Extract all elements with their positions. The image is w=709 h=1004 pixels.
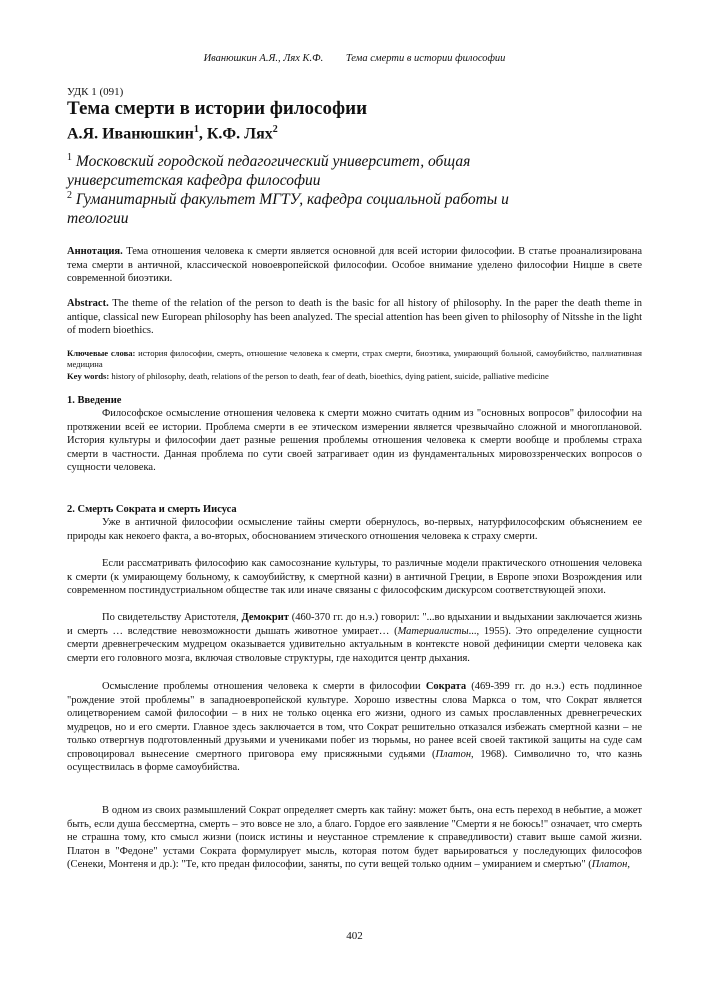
p4-text-e: , 1968). Символично то, что казнь осуществилась в форме самоубийства. (67, 748, 643, 773)
page-number: 402 (346, 930, 363, 942)
section-2-title: 2. Смерть Сократа и смерть Иисуса (67, 504, 237, 515)
p3-text-e: ..., 1955). Это определение сущности смерти древнегреческим мудрецом оказывается удивительно актуальным в контексте новой дефиниции смерти человека как смерти его головного мозга, включая стволовые структуры, где находится центр дыхания. (67, 625, 642, 664)
section-2-paragraph-5 (67, 804, 642, 872)
p3-citation: Материалисты (397, 625, 469, 637)
p5-text-c: , (627, 859, 630, 870)
header-authors: Иванюшкин А.Я., Лях К.Ф. (203, 53, 324, 64)
keywords-en (67, 371, 642, 382)
p3-democritus: Демокрит (241, 612, 289, 623)
section-2-paragraph-3 (67, 611, 642, 665)
keywords-ru-label: Ключевые слова: (67, 348, 136, 358)
abstract-en (67, 297, 642, 338)
abstract-ru-label: Аннотация. (67, 246, 123, 257)
p4-text-a: Осмысление проблемы отношения человека к смерти в философии (102, 681, 426, 692)
affiliation-2-sup: 2 (67, 190, 72, 201)
keywords-en-text: history of philosophy, death, relations of the person to death, fear of death, bioethics, dying patient, suicide, palliative medicine (109, 371, 549, 381)
affiliation-1-text: Московский городской педагогический университет, общая университетская кафедра философии (67, 153, 471, 190)
abstract-ru-text: Тема отношения человека к смерти является основной для всей истории философии. В статье проанализирована тема смерти в античной, классической новоевропейской философии. Особое внимание уделено философии Ницше в свете современной биоэтики. (67, 246, 642, 284)
author-separator: , (198, 125, 207, 143)
p3-text-a: По свидетельству Аристотеля, (102, 612, 242, 623)
section-2-paragraph-1: Уже в античной философии осмысление тайны смерти обернулось, во-первых, натурфилософским объяснением ее природы как некоего факта, а во-вторых, обоснованием этического отношения человека к страху смерти. (67, 517, 642, 542)
section-1-title: 1. Введение (67, 395, 122, 406)
abstract-en-text: The theme of the relation of the person to death is the basic for all history of philosophy. In the paper the death theme in antique, classical new European philosophy has been analyzed. The special attention has been given to philosophy of Nitsshe in the light of modern bioethics. (67, 298, 642, 336)
udk-code: УДК 1 (091) (67, 86, 124, 98)
keywords-ru-text: история философии, смерть, отношение человека к смерти, страх смерти, биоэтика, умирающий больной, самоубийство, паллиативная медицина (67, 348, 642, 369)
affiliation-1-sup: 1 (67, 152, 72, 163)
section-2-paragraph-2: Если рассматривать философию как самосознание культуры, то различные модели практического отношения человека к смерти (к умирающему больному, к самоубийству, к смертной казни) в античной Греции, в Европе эпохи Возрождения или современном постиндустриальном обществе так или иначе связаны с философским дискурсом соответствующей эпохи. (67, 558, 642, 596)
affiliation-2 (67, 186, 547, 228)
p4-socrates: Сократа (425, 681, 467, 692)
p4-text-c: (469-399 гг. до н.э.) есть подлинное "рождение этой проблемы" в западноевропейской культуре. Хорошо известны слова Маркса о том, что Сократ является олицетворением самой философии – в них не только оценка его жизни, одного из самых прославленных древнегреческих мудрецов, но и его смерти. Главное здесь заключается в том, что Сократ решительно отказался избежать смертной казни – не только отвергнув подготовленный друзьями и учениками побег из тюрьмы, но ранее всей своей тактикой защиты на суде сам спровоцировал вынесение смертного приговора ему присяжными судьями ( (67, 681, 642, 760)
author-line (67, 124, 278, 143)
author-2-sup: 2 (272, 124, 278, 135)
running-header (67, 53, 642, 64)
abstract-en-label: Abstract. (67, 298, 109, 309)
author-1: А.Я. Иванюшкин (67, 125, 194, 143)
p3-text-c: (460-370 гг. до н.э.) говорил: "...во вдыхании и выдыхании заключается жизнь и смерть … вследствие невозможности дышать животное умирает… ( (67, 612, 642, 637)
affiliation-2-text: Гуманитарный факультет МГТУ, кафедра социальной работы и теологии (67, 191, 509, 228)
section-2-paragraph-4 (67, 680, 642, 775)
author-1-sup: 1 (193, 124, 199, 135)
keywords-en-label: Key words: (67, 371, 110, 381)
p5-citation: Платон (591, 859, 628, 870)
affiliation-1 (67, 148, 547, 190)
p5-text-a: В одном из своих размышлений Сократ определяет смерть как тайну: может быть, она есть переход в небытие, а может быть, если душа бессмертна, смерть – это вовсе не зло, а благо. Гордое его заявление "Смерти я не боюсь!" означает, что смерть не страшна тому, кто смысл жизни (поиск истины и неустанное стремление к справедливости) ставит выше самой жизни. Платон в "Федоне" устами Сократа формулирует мысль, которая потом будет варьироваться у последующих философов (Сенеки, Монтеня и др.): "Те, кто предан философии, заняты, по сути вещей только одним – умиранием и смертью" ( (67, 805, 642, 870)
header-title: Тема смерти в истории философии (345, 53, 506, 64)
keywords-ru (67, 348, 642, 370)
section-1-paragraph-1: Философское осмысление отношения человека к смерти можно считать одним из "основных вопросов" философии на протяжении всей ее истории. Проблема смерти в ее этическом измерении является чрезвычайно сложной и многоплановой. История культуры и философии дает разные решения проблемы отношения человека к смерти вообще и проблемы страха смерти в частности. Данная проблема по сути своей затрагивает один из фундаментальных мировоззренческих вопросов о сущности человека. (67, 408, 642, 473)
author-2: К.Ф. Лях (206, 125, 273, 143)
p4-citation: Платон (435, 748, 472, 760)
paper-title: Тема смерти в истории философии (67, 98, 368, 119)
abstract-ru (67, 245, 642, 286)
